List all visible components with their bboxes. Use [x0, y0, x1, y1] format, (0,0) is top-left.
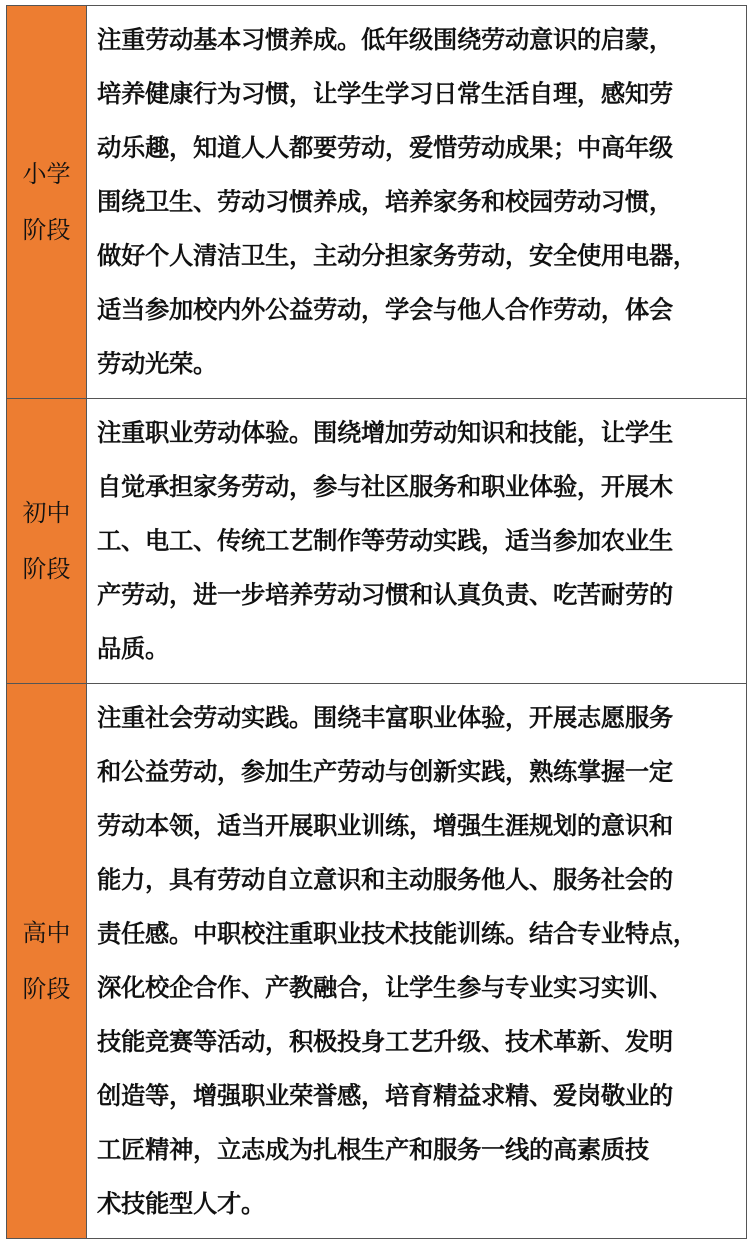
description-line: 术技能型人才。: [97, 1189, 265, 1218]
stage-label-line: 阶段: [22, 975, 71, 1003]
stage-row-primary-school: [7, 6, 746, 399]
description-line: 适当参加校内外公益劳动，学会与他人合作劳动，体会: [97, 295, 673, 324]
description-line: 能力，具有劳动自立意识和主动服务他人、服务社会的: [97, 865, 673, 894]
description-line: 责任感。中职校注重职业技术技能训练。结合专业特点，: [97, 919, 697, 948]
stage-label-line: 小学: [22, 160, 71, 188]
stage-description: [87, 6, 746, 398]
stage-label-line: 阶段: [22, 216, 71, 244]
description-line: 创造等，增强职业荣誉感，培育精益求精、爱岗敬业的: [97, 1081, 673, 1110]
labor-education-stages-table: [6, 5, 747, 1239]
description-line: 培养健康行为习惯，让学生学习日常生活自理，感知劳: [97, 79, 673, 108]
stage-description: [87, 684, 746, 1238]
stage-label: [7, 684, 87, 1238]
description-line: 注重职业劳动体验。围绕增加劳动知识和技能，让学生: [97, 418, 673, 447]
stage-label: [7, 6, 87, 398]
stage-label: [7, 399, 87, 683]
stage-label-line: 高中: [22, 919, 71, 947]
stage-row-senior-high: [7, 684, 746, 1239]
description-line: 技能竞赛等活动，积极投身工艺升级、技术革新、发明: [97, 1027, 673, 1056]
description-line: 自觉承担家务劳动，参与社区服务和职业体验，开展木: [97, 472, 673, 501]
description-line: 劳动本领，适当开展职业训练，增强生涯规划的意识和: [97, 811, 673, 840]
description-line: 工匠精神，立志成为扎根生产和服务一线的高素质技: [97, 1135, 649, 1164]
stage-row-junior-high: [7, 399, 746, 684]
description-line: 品质。: [97, 634, 169, 663]
description-line: 工、电工、传统工艺制作等劳动实践，适当参加农业生: [97, 526, 673, 555]
stage-label-line: 阶段: [22, 555, 71, 583]
description-line: 注重劳动基本习惯养成。低年级围绕劳动意识的启蒙，: [97, 25, 673, 54]
description-line: 深化校企合作、产教融合，让学生参与专业实习实训、: [97, 973, 673, 1002]
description-line: 围绕卫生、劳动习惯养成，培养家务和校园劳动习惯，: [97, 187, 673, 216]
stage-description: [87, 399, 746, 683]
description-line: 劳动光荣。: [97, 349, 217, 378]
description-line: 做好个人清洁卫生，主动分担家务劳动，安全使用电器，: [97, 241, 697, 270]
description-line: 动乐趣，知道人人都要劳动，爱惜劳动成果；中高年级: [97, 133, 673, 162]
stage-label-line: 初中: [22, 499, 71, 527]
description-line: 产劳动，进一步培养劳动习惯和认真负责、吃苦耐劳的: [97, 580, 673, 609]
description-line: 和公益劳动，参加生产劳动与创新实践，熟练掌握一定: [97, 757, 673, 786]
description-line: 注重社会劳动实践。围绕丰富职业体验，开展志愿服务: [97, 703, 673, 732]
